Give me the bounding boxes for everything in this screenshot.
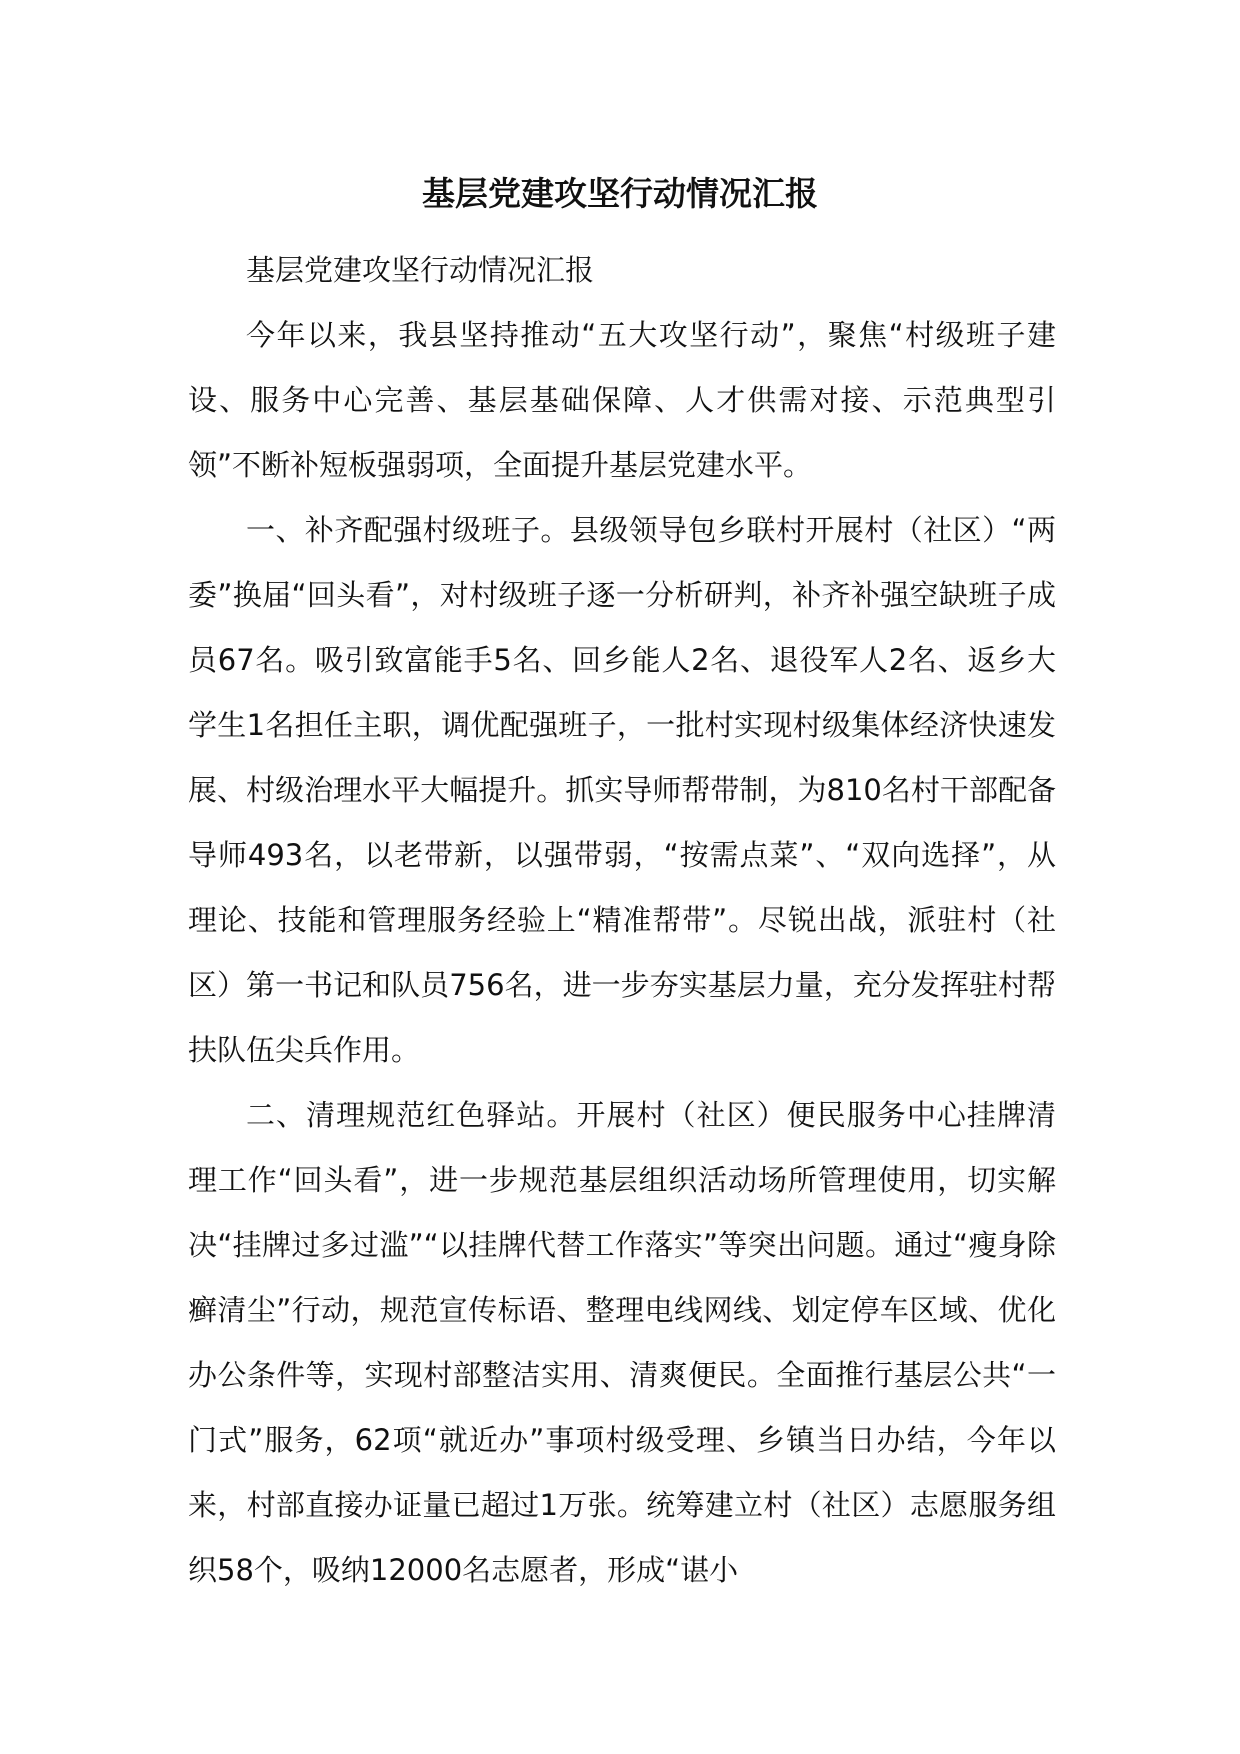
document-title: 基层党建攻坚行动情况汇报 <box>422 174 818 213</box>
paragraph-section-two: 二、清理规范红色驿站。开展村（社区）便民服务中心挂牌清理工作“回头看”，进一步规范基层组织活动场所管理使用，切实解决“挂牌过多过滥”“以挂牌代替工作落实”等突出问题。通过“瘦身除癣清尘”行动，规范宣传标语、整理电线网线、划定停车区域、优化办公条件等，实现村部整洁实用、清爽便民。全面推行基层公共“一门式”服务，62项“就近办”事项村级受理、乡镇当日办结，今年以来，村部直接办证量已超过1万张。统筹建立村（社区）志愿服务组织58个，吸纳12000名志愿者，形成“谌小 <box>188 1098 1056 1587</box>
paragraph-subtitle: 基层党建攻坚行动情况汇报 <box>246 253 595 287</box>
paragraph-section-one: 一、补齐配强村级班子。县级领导包乡联村开展村（社区）“两委”换届“回头看”，对村级班子逐一分析研判，补齐补强空缺班子成员67名。吸引致富能手5名、回乡能人2名、退役军人2名、返乡大学生1名担任主职，调优配强班子，一批村实现村级集体经济快速发展、村级治理水平大幅提升。抓实导师帮带制，为810名村干部配备导师493名，以老带新，以强带弱，“按需点菜”、“双向选择”，从理论、技能和管理服务经验上“精准帮带”。尽锐出战，派驻村（社区）第一书记和队员756名，进一步夯实基层力量，充分发挥驻村帮扶队伍尖兵作用。 <box>188 513 1056 1067</box>
paragraph-intro: 今年以来，我县坚持推动“五大攻坚行动”，聚焦“村级班子建设、服务中心完善、基层基础保障、人才供需对接、示范典型引领”不断补短板强弱项，全面提升基层党建水平。 <box>188 318 1056 482</box>
document-body <box>188 238 1056 1603</box>
